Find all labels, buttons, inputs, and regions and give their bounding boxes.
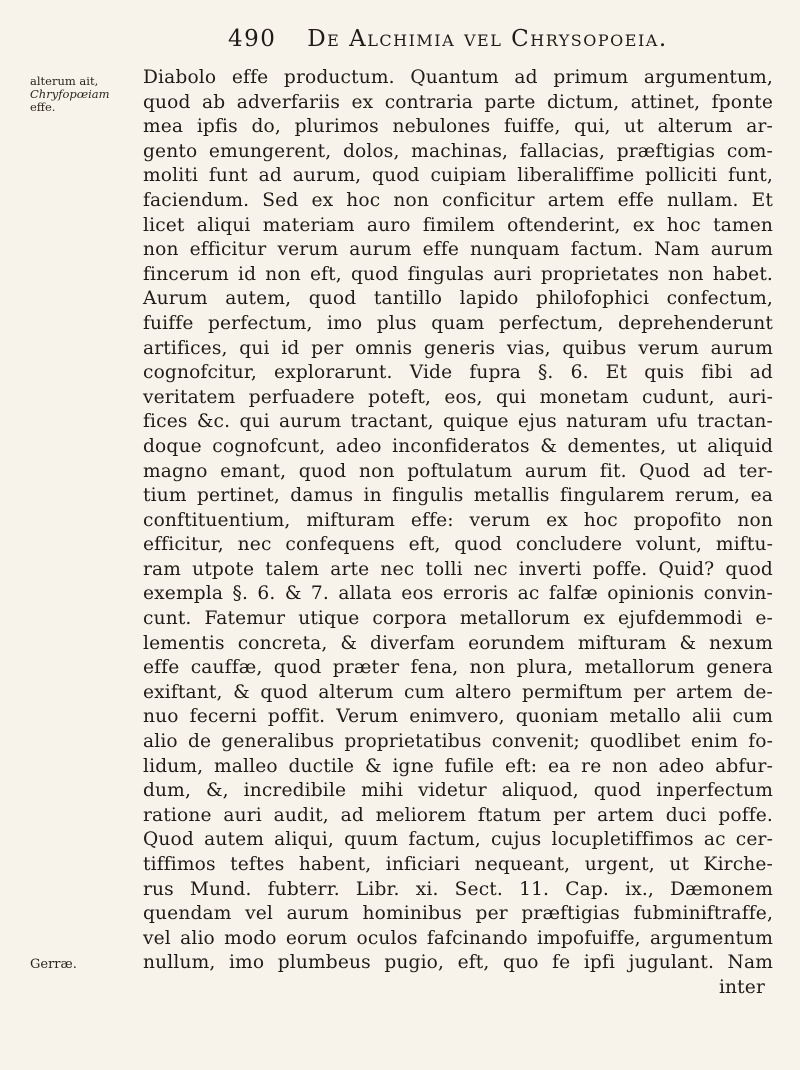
- text-line: fuiffe perfectum, imo plus quam perfectum, deprehenderunt: [143, 312, 773, 334]
- text-line: alio de generalibus proprietatibus convenit; quodlibet enim fo-: [143, 731, 773, 753]
- text-line: magno emant, quod non poftulatum aurum fit. Quod ad ter-: [143, 460, 773, 482]
- text-line: exempla §. 6. & 7. allata eos erroris ac falfæ opinionis convin-: [143, 583, 773, 605]
- text-line: gento emungerent, dolos, machinas, fallacias, præftigias com-: [143, 140, 773, 162]
- margin-note-line: effe.: [30, 100, 56, 114]
- text-line: artifices, qui id per omnis generis vias, quibus verum aurum: [143, 337, 773, 359]
- text-line: vel alio modo eorum oculos fafcinando impofuiffe, argumentum: [143, 927, 773, 949]
- text-line: lementis concreta, & diverfam eorundem mifturam & nexum: [143, 632, 773, 654]
- text-line: faciendum. Sed ex hoc non conficitur artem effe nullam. Et: [143, 189, 773, 211]
- text-line: cunt. Fatemur utique corpora metallorum ex ejufdemmodi e-: [143, 608, 773, 630]
- page-number: 490: [228, 26, 277, 52]
- margin-note: [30, 958, 100, 971]
- text-line: quod ab adverfariis ex contraria parte dictum, attinet, fponte: [143, 91, 773, 113]
- text-line: ram utpote talem arte nec tolli nec inverti poffe. Quid? quod: [143, 558, 773, 580]
- margin-note: [30, 74, 110, 114]
- text-line: doque cognofcunt, adeo inconfideratos & dementes, ut aliquid: [143, 435, 773, 457]
- text-line: lidum, malleo ductile & igne fufile eft: ea re non adeo abfur-: [143, 755, 773, 777]
- text-line: fices &c. qui aurum tractant, quique ejus naturam ufu tractan-: [143, 411, 773, 433]
- margin-note-line: alterum ait,: [30, 74, 99, 88]
- margin-note-line: Gerræ.: [30, 957, 77, 972]
- text-line: mea ipfis do, plurimos nebulones fuiffe, qui, ut alterum ar-: [143, 116, 773, 138]
- text-line: Aurum autem, quod tantillo lapido philofophici confectum,: [143, 288, 773, 310]
- text-line: exiftant, & quod alterum cum altero permiftum per artem de-: [143, 681, 773, 703]
- text-line: dum, &, incredibile mihi videtur aliquod, quod inperfectum: [143, 780, 773, 802]
- text-line: Quod autem aliqui, quum factum, cujus locupletiffimos ac cer-: [143, 829, 773, 851]
- text-line: inter: [718, 976, 765, 998]
- text-line: Diabolo effe productum. Quantum ad primum argumentum,: [143, 67, 773, 88]
- text-line: quendam vel aurum hominibus per præftigias fubminiftraffe,: [143, 903, 773, 925]
- text-line: nullum, imo plumbeus pugio, eft, quo fe ipfi jugulant. Nam: [143, 952, 773, 974]
- text-line: tium pertinet, damus in fingulis metallis fingularem rerum, ea: [143, 485, 773, 507]
- margin-note-line: Chryfopœiam: [30, 87, 110, 101]
- text-line: licet aliqui materiam auro fimilem oftenderint, ex hoc tamen: [143, 214, 773, 236]
- text-line: nuo fecerni poffit. Verum enimvero, quoniam metallo alii cum: [143, 706, 773, 728]
- text-line: fincerum id non eft, quod fingulas auri proprietates non habet.: [143, 263, 773, 285]
- running-header: [228, 26, 668, 60]
- text-line: effe cauffæ, quod præter fena, non plura, metallorum genera: [143, 657, 773, 679]
- body-text: [143, 66, 773, 1001]
- text-line: efficitur, nec confequens eft, quod concludere volunt, miftu-: [143, 534, 773, 556]
- text-line: moliti funt ad aurum, quod cuipiam liberaliffime polliciti funt,: [143, 165, 773, 187]
- text-line: rus Mund. fubterr. Libr. xi. Sect. 11. Cap. ix., Dæmonem: [143, 878, 773, 900]
- text-line: conftituentium, mifturam effe: verum ex hoc propofito non: [143, 509, 773, 531]
- text-line: veritatem perfuadere poteft, eos, qui monetam cudunt, auri-: [143, 386, 773, 408]
- text-line: cognofcitur, explorarunt. Vide fupra §. 6. Et quis fibi ad: [143, 362, 773, 384]
- text-line: non efficitur verum aurum effe nunquam factum. Nam aurum: [143, 239, 773, 261]
- running-title: De Alchimia vel Chrysopoeia.: [307, 26, 668, 52]
- text-line: tiffimos teftes habent, inficiari nequeant, urgent, ut Kirche-: [143, 854, 773, 875]
- text-line: ratione auri audit, ad meliorem ftatum per artem duci poffe.: [143, 804, 773, 826]
